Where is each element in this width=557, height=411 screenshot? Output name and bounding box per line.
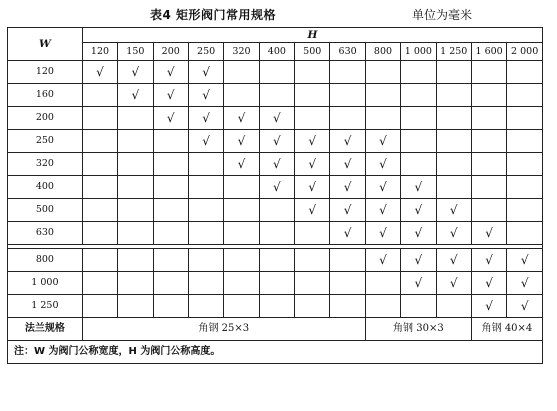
empty-cell xyxy=(153,130,188,153)
h-value-header: 1 600 xyxy=(471,43,506,61)
flange-spec-1: 角钢 25×3 xyxy=(82,318,365,341)
empty-cell xyxy=(330,272,365,295)
check-mark-cell: √ xyxy=(471,222,506,245)
check-mark-cell: √ xyxy=(365,176,400,199)
empty-cell xyxy=(507,176,543,199)
check-mark-cell: √ xyxy=(118,61,153,84)
empty-cell xyxy=(330,61,365,84)
check-mark-cell: √ xyxy=(224,130,259,153)
empty-cell xyxy=(471,61,506,84)
empty-cell xyxy=(436,295,471,318)
empty-cell xyxy=(436,61,471,84)
empty-cell xyxy=(401,295,436,318)
empty-cell xyxy=(118,272,153,295)
h-value-header: 400 xyxy=(259,43,294,61)
empty-cell xyxy=(259,295,294,318)
empty-cell xyxy=(188,199,223,222)
empty-cell xyxy=(82,153,117,176)
empty-cell xyxy=(153,295,188,318)
empty-cell xyxy=(224,295,259,318)
empty-cell xyxy=(153,249,188,272)
empty-cell xyxy=(471,130,506,153)
empty-cell xyxy=(507,222,543,245)
h-value-header: 800 xyxy=(365,43,400,61)
empty-cell xyxy=(507,107,543,130)
empty-cell xyxy=(188,249,223,272)
check-mark-cell: √ xyxy=(436,199,471,222)
empty-cell xyxy=(224,84,259,107)
empty-cell xyxy=(82,249,117,272)
check-mark-cell: √ xyxy=(401,222,436,245)
check-mark-cell: √ xyxy=(188,84,223,107)
empty-cell xyxy=(82,107,117,130)
table-row xyxy=(8,153,543,176)
w-value-cell: 630 xyxy=(8,222,83,245)
empty-cell xyxy=(118,130,153,153)
empty-cell xyxy=(471,199,506,222)
empty-cell xyxy=(188,222,223,245)
table-row xyxy=(8,272,543,295)
empty-cell xyxy=(436,153,471,176)
empty-cell xyxy=(330,84,365,107)
w-value-cell: 120 xyxy=(8,61,83,84)
empty-cell xyxy=(259,61,294,84)
h-value-header: 1 250 xyxy=(436,43,471,61)
table-row xyxy=(8,84,543,107)
check-mark-cell: √ xyxy=(365,130,400,153)
check-mark-cell: √ xyxy=(471,295,506,318)
empty-cell xyxy=(224,176,259,199)
check-mark-cell: √ xyxy=(224,153,259,176)
empty-cell xyxy=(295,295,330,318)
empty-cell xyxy=(82,272,117,295)
empty-cell xyxy=(471,107,506,130)
empty-cell xyxy=(295,249,330,272)
check-mark-cell: √ xyxy=(153,61,188,84)
empty-cell xyxy=(224,222,259,245)
empty-cell xyxy=(365,272,400,295)
empty-cell xyxy=(436,130,471,153)
valve-spec-table xyxy=(7,27,543,364)
w-value-cell: 500 xyxy=(8,199,83,222)
table-row xyxy=(8,107,543,130)
empty-cell xyxy=(507,153,543,176)
table-row xyxy=(8,249,543,272)
flange-spec-2: 角钢 30×3 xyxy=(365,318,471,341)
empty-cell xyxy=(188,176,223,199)
empty-cell xyxy=(436,84,471,107)
w-header: W xyxy=(8,28,83,61)
empty-cell xyxy=(82,295,117,318)
empty-cell xyxy=(118,295,153,318)
empty-cell xyxy=(507,61,543,84)
empty-cell xyxy=(330,107,365,130)
check-mark-cell: √ xyxy=(365,222,400,245)
check-mark-cell: √ xyxy=(295,153,330,176)
check-mark-cell: √ xyxy=(330,176,365,199)
empty-cell xyxy=(82,130,117,153)
h-value-header: 120 xyxy=(82,43,117,61)
empty-cell xyxy=(365,61,400,84)
empty-cell xyxy=(259,272,294,295)
flange-row xyxy=(8,318,543,341)
h-value-header: 150 xyxy=(118,43,153,61)
empty-cell xyxy=(188,295,223,318)
empty-cell xyxy=(471,153,506,176)
w-value-cell: 1 250 xyxy=(8,295,83,318)
check-mark-cell: √ xyxy=(82,61,117,84)
flange-spec-3: 角钢 40×4 xyxy=(471,318,542,341)
empty-cell xyxy=(259,249,294,272)
empty-cell xyxy=(330,295,365,318)
check-mark-cell: √ xyxy=(507,295,543,318)
check-mark-cell: √ xyxy=(401,249,436,272)
check-mark-cell: √ xyxy=(365,153,400,176)
check-mark-cell: √ xyxy=(153,107,188,130)
table-note: 注：W 为阀门公称宽度，H 为阀门公称高度。 xyxy=(8,341,543,364)
check-mark-cell: √ xyxy=(259,130,294,153)
empty-cell xyxy=(82,199,117,222)
empty-cell xyxy=(82,176,117,199)
empty-cell xyxy=(365,107,400,130)
check-mark-cell: √ xyxy=(259,176,294,199)
check-mark-cell: √ xyxy=(330,130,365,153)
check-mark-cell: √ xyxy=(401,272,436,295)
empty-cell xyxy=(295,107,330,130)
empty-cell xyxy=(295,61,330,84)
table-row xyxy=(8,222,543,245)
empty-cell xyxy=(436,107,471,130)
empty-cell xyxy=(507,84,543,107)
h-value-header: 320 xyxy=(224,43,259,61)
w-value-cell: 320 xyxy=(8,153,83,176)
h-value-header: 200 xyxy=(153,43,188,61)
empty-cell xyxy=(118,176,153,199)
empty-cell xyxy=(259,222,294,245)
table-row xyxy=(8,199,543,222)
table-row xyxy=(8,61,543,84)
empty-cell xyxy=(188,272,223,295)
w-value-cell: 250 xyxy=(8,130,83,153)
empty-cell xyxy=(153,272,188,295)
empty-cell xyxy=(295,222,330,245)
empty-cell xyxy=(401,61,436,84)
table-row xyxy=(8,295,543,318)
check-mark-cell: √ xyxy=(330,153,365,176)
check-mark-cell: √ xyxy=(188,61,223,84)
h-value-header: 250 xyxy=(188,43,223,61)
check-mark-cell: √ xyxy=(295,199,330,222)
empty-cell xyxy=(188,153,223,176)
h-header: H xyxy=(82,28,542,43)
empty-cell xyxy=(82,84,117,107)
w-value-cell: 160 xyxy=(8,84,83,107)
empty-cell xyxy=(153,176,188,199)
empty-cell xyxy=(224,249,259,272)
empty-cell xyxy=(118,222,153,245)
empty-cell xyxy=(118,107,153,130)
check-mark-cell: √ xyxy=(471,249,506,272)
empty-cell xyxy=(365,295,400,318)
empty-cell xyxy=(436,176,471,199)
check-mark-cell: √ xyxy=(330,222,365,245)
check-mark-cell: √ xyxy=(507,272,543,295)
empty-cell xyxy=(365,84,400,107)
empty-cell xyxy=(224,199,259,222)
empty-cell xyxy=(118,153,153,176)
empty-cell xyxy=(224,272,259,295)
check-mark-cell: √ xyxy=(188,130,223,153)
empty-cell xyxy=(153,153,188,176)
check-mark-cell: √ xyxy=(259,153,294,176)
h-value-header: 500 xyxy=(295,43,330,61)
h-value-header: 1 000 xyxy=(401,43,436,61)
check-mark-cell: √ xyxy=(295,176,330,199)
empty-cell xyxy=(401,107,436,130)
empty-cell xyxy=(471,176,506,199)
check-mark-cell: √ xyxy=(188,107,223,130)
check-mark-cell: √ xyxy=(436,222,471,245)
empty-cell xyxy=(471,84,506,107)
check-mark-cell: √ xyxy=(436,249,471,272)
w-value-cell: 800 xyxy=(8,249,83,272)
check-mark-cell: √ xyxy=(259,107,294,130)
empty-cell xyxy=(401,153,436,176)
w-value-cell: 400 xyxy=(8,176,83,199)
check-mark-cell: √ xyxy=(365,199,400,222)
unit-label: 单位为毫米 xyxy=(412,8,473,22)
empty-cell xyxy=(401,84,436,107)
check-mark-cell: √ xyxy=(507,249,543,272)
empty-cell xyxy=(153,199,188,222)
empty-cell xyxy=(507,199,543,222)
check-mark-cell: √ xyxy=(401,176,436,199)
flange-label: 法兰规格 xyxy=(8,318,83,341)
empty-cell xyxy=(82,222,117,245)
check-mark-cell: √ xyxy=(401,199,436,222)
h-value-header: 2 000 xyxy=(507,43,543,61)
table-row xyxy=(8,130,543,153)
empty-cell xyxy=(295,84,330,107)
empty-cell xyxy=(330,249,365,272)
check-mark-cell: √ xyxy=(365,249,400,272)
check-mark-cell: √ xyxy=(224,107,259,130)
empty-cell xyxy=(118,199,153,222)
empty-cell xyxy=(153,222,188,245)
check-mark-cell: √ xyxy=(295,130,330,153)
w-value-cell: 1 000 xyxy=(8,272,83,295)
empty-cell xyxy=(401,130,436,153)
table-title: 表4 矩形阀门常用规格 xyxy=(150,8,277,22)
empty-cell xyxy=(259,84,294,107)
check-mark-cell: √ xyxy=(330,199,365,222)
empty-cell xyxy=(507,130,543,153)
h-value-header: 630 xyxy=(330,43,365,61)
check-mark-cell: √ xyxy=(153,84,188,107)
check-mark-cell: √ xyxy=(436,272,471,295)
check-mark-cell: √ xyxy=(471,272,506,295)
empty-cell xyxy=(224,61,259,84)
table-row xyxy=(8,176,543,199)
empty-cell xyxy=(118,249,153,272)
check-mark-cell: √ xyxy=(118,84,153,107)
empty-cell xyxy=(259,199,294,222)
w-value-cell: 200 xyxy=(8,107,83,130)
empty-cell xyxy=(295,272,330,295)
